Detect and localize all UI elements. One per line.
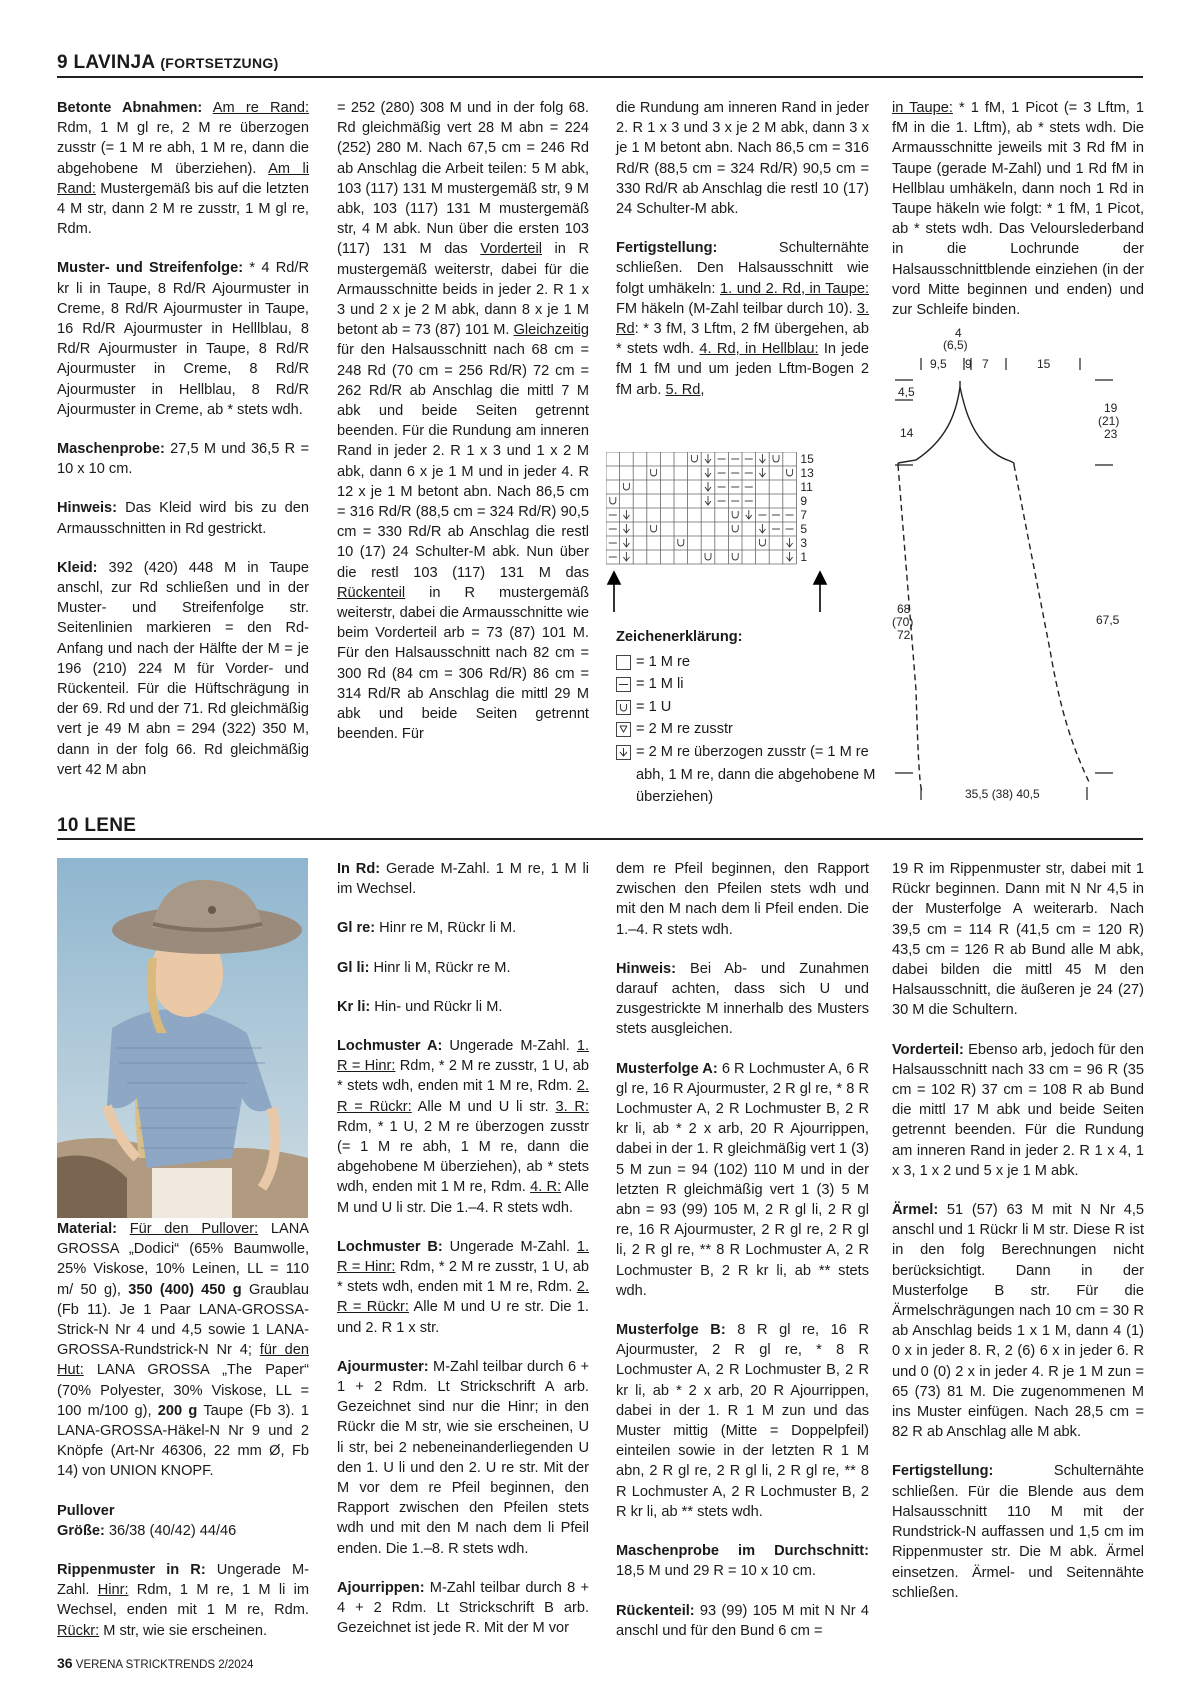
chart-row-label: 3	[800, 536, 808, 550]
ssk-symbol-icon	[616, 745, 631, 760]
paragraph: Muster- und Streifenfolge: * 4 Rd/R kr li in Taupe, 8 Rd/R Ajourmuster in Creme, 8 Rd/R Ajourmuster in Taupe, 16 Rd/R Ajourmuster in Helllblau, 8 Rd/R Ajourmuster in Taupe, 8 Rd/R Ajourmuster in Creme, 8 Rd/R Ajourmuster in Hellblau, 8 Rd/R Ajourmuster in Creme, ab * stets wdh.	[57, 260, 309, 418]
legend-yarnover: = 1 U	[616, 696, 876, 719]
paragraph: Ärmel: 51 (57) 63 M mit N Nr 4,5 anschl und 1 Rückr li M str. Diese R ist in den folg Berechnungen nicht berücksichtigt. Dann in der Musterfolge B str. Für die Ärmelschrägungen nach 10 cm = 30 R ab Anschlag beids 1 x 1 M, dann 4 (1) 0 x in jeder 8. R, 2 (6) 6 x in jeder 6. R und 0 (0) 2 x in jeder 4. R je 1 M zun = 65 (73) 81 M. Die zugenommenen M ins Muster einfügen. Nach 28,5 cm = 82 R ab Anschlag alle M abk.	[892, 1202, 1144, 1441]
paragraph: Musterfolge B: 8 R gl re, 16 R Ajourmuster, 2 R gl re, * 8 R Lochmuster A, 2 R Lochmuster B, 2 R kr li, ab * 2 x arb, 20 R Ajourrippen, dabei in der 1. R 1 M zun und das Muster mittig (Mitte = Doppelpfeil) einteilen sowie in der letzten R 1 M abn, 2 R gl re, 2 R gl li, 2 R gl re, ** 8 R Lochmuster A, 2 R Lochmuster B, 2 R kr li, ab ** stets wdh.	[616, 1322, 869, 1520]
label-top-6-5: (6,5)	[943, 338, 968, 352]
paragraph: Ajourrippen: M-Zahl teilbar durch 8 + 4 + 2 Rdm. Lt Strickschrift B arb. Gezeichnet ist jede R. Mit der M vor	[337, 1579, 589, 1637]
label-right-23: 23	[1104, 427, 1118, 441]
section-title-lene: 10 LENE	[57, 815, 137, 836]
label-right-21: (21)	[1098, 414, 1120, 428]
chart-row-label: 1	[800, 550, 808, 564]
paragraph: Größe: 36/38 (40/42) 44/46	[57, 1522, 237, 1539]
chart-row-label: 13	[800, 466, 814, 480]
lene-column-4	[892, 859, 1144, 1622]
garment-schematic	[886, 320, 1148, 805]
chart-row-label: 15	[800, 452, 814, 466]
paragraph: 19 R im Rippenmuster str, dabei mit 1 Rückr beginnen. Dann mit N Nr 4,5 in der Musterfolge A weiterarb. Nach 39,5 cm = 114 R (41,5 cm = 120 R) 43,5 cm = 126 R ab Bund alle M abk, dabei bilden die mittl 45 M den Halsausschnitt, die äußeren je 24 (27) 30 M die Schultern.	[892, 861, 1144, 1019]
legend-ssk: = 2 M re überzogen zusstr (= 1 M re abh, 1 M re, dann die abgehobene M überziehen)	[616, 741, 876, 809]
paragraph: Gl re: Hinr re M, Rückr li M.	[337, 920, 517, 937]
label-top-9: 9	[965, 357, 972, 371]
repeat-arrows	[608, 572, 826, 612]
paragraph: Maschenprobe: 27,5 M und 36,5 R = 10 x 10 cm.	[57, 441, 309, 478]
paragraph: Maschenprobe im Durchschnitt: 18,5 M und 29 R = 10 x 10 cm.	[616, 1543, 869, 1580]
paragraph: In Rd: Gerade M-Zahl. 1 M re, 1 M li im Wechsel.	[337, 861, 589, 898]
paragraph: Gl li: Hinr li M, Rückr re M.	[337, 959, 511, 976]
paragraph: die Rundung am inneren Rand in jeder 2. R 1 x 3 und 3 x je 2 M abk, dann 3 x je 1 M betont abn. Nach 86,5 cm = 316 Rd/R (88,5 cm = 324 Rd/R) 90,5 cm = 330 Rd/R ab Anschlag die restl 10 (17) 24 Schulter-M abk.	[616, 100, 869, 218]
chart-row-label: 9	[800, 494, 808, 508]
paragraph: Ajourmuster: M-Zahl teilbar durch 6 + 1 + 2 Rdm. Lt Strickschrift A arb. Gezeichnet sind nur die Hinr; in den Rückr die M str, wie sie erscheinen, U li str, bei 2 nebeneinanderliegenden U den 1. U li und den 2. U re str. Mit der M vor dem re Pfeil beginnen, den Rapport zwischen den Pfeilen stets wdh und mit den M nach dem li Pfeil enden. Die 1.–8. R stets wdh.	[337, 1358, 589, 1557]
paragraph: Fertigstellung: Schulternähte schließen. Für die Blende aus dem Halsausschnitt 110 M mit der Rundstrick-N auffassen und 1,5 cm im Rippenmuster str. Die M abk. Ärmel einsetzen. Ärmel- und Seitennähte schließen.	[892, 1463, 1144, 1601]
paragraph: Musterfolge A: 6 R Lochmuster A, 6 R gl re, 16 R Ajourmuster, 2 R gl re, * 8 R Lochmuster A, 2 R Lochmuster B, 2 R kr li, ab * 2 x arb, 20 R Ajourrippen, dabei in der 1. R gleichmäßig vert 1 (3) 5 M zun = 94 (102) 110 M und in der letzten R gleichmäßig vert 1 (3) 5 M abn = 93 (99) 105 M, 2 R gl li, 2 R gl re, 16 R Ajourmuster, 2 R gl re, 2 R gl li, 2 R gl re, ** 8 R Lochmuster A, 2 R Lochmuster B, 2 R kr li, ab ** stets wdh.	[616, 1060, 869, 1299]
paragraph: Fertigstellung: Schulternähte schließen. Den Halsausschnitt wie folgt umhäkeln: 1. und 2. Rd, in Taupe: FM häkeln (M-Zahl teilbar durch 10). 3. Rd: * 3 fM, 3 Lftm, 2 fM übergehen, ab * stets wdh. 4. Rd, in Hellblau: In jede fM 1 fM und um jeden Lftm-Bogen 2 fM arb. 5. Rd,	[616, 240, 869, 398]
paragraph: Kr li: Hin- und Rückr li M.	[337, 998, 503, 1015]
paragraph: Rückenteil: 93 (99) 105 M mit N Nr 4 anschl und für den Bund 6 cm =	[616, 1602, 869, 1639]
lene-column-3	[616, 859, 869, 1660]
paragraph: Pullover	[57, 1502, 115, 1519]
paragraph: Vorderteil: Ebenso arb, jedoch für den Halsausschnitt nach 33 cm = 96 R (35 cm = 102 R) 37 cm = 108 R ab Bund die mittl 17 M abk und beide Seiten getrennt beenden. Für die Rundung am inneren Rand in jeder 2. R 1 x 4, 1 x 3, 1 x 2 und 5 x je 1 M abk.	[892, 1041, 1144, 1179]
lavinja-column-2	[337, 98, 589, 764]
magazine-name: VERENA STRICKTRENDS 2/2024	[75, 1659, 254, 1671]
lavinja-column-3	[616, 98, 869, 419]
label-left-14: 14	[900, 426, 914, 440]
paragraph: dem re Pfeil beginnen, den Rapport zwischen den Pfeilen stets wdh und mit den M nach dem li Pfeil enden. Die 1.–4. R stets wdh.	[616, 861, 869, 938]
paragraph: in Taupe: * 1 fM, 1 Picot (= 3 Lftm, 1 fM in die 1. Lftm), ab * stets wdh. Die Armausschnitte jeweils mit 3 Rd fM in Taupe (gerade M-Zahl) und 1 Rd fM in Hellblau umhäkeln, dann noch 1 Rd in Taupe häkeln wie folgt: * 1 fM, 1 Picot, ab * stets wdh. Das Velourslederband in die Lochrunde der Halsausschnittblende einziehen (in der vord Mitte beginnen und enden) und zur Schleife binden.	[892, 100, 1144, 319]
chart-row-label: 7	[800, 508, 808, 522]
page-footer	[57, 1655, 253, 1671]
label-top-4: 4	[955, 326, 962, 340]
lene-column-2	[337, 859, 589, 1658]
paragraph: Lochmuster B: Ungerade M-Zahl. 1. R = Hinr: Rdm, * 2 M re zusstr, 1 U, ab * stets wdh, enden mit 1 M re, Rdm. 2. R = Rückr: Alle M und U re str. Die 1. und 2. R 1 x str.	[337, 1238, 590, 1336]
paragraph: = 252 (280) 308 M und in der folg 68. Rd gleichmäßig vert 28 M abn = 224 (252) 280 M. Nach 67,5 cm = 246 Rd ab Anschlag die Arbeit teilen: 5 M abk, 103 (117) 131 M mustergemäß str, 9 M abk, 103 (117) 131 M mustergemäß str, 4 M abk. Nun über die ersten 103 (117) 131 M das Vorderteil in R mustergemäß weiterstr, dabei für die Armausschnitte beids in jeder 2. R 1 x 3 und 2 x je 2 M abk, dann 8 x je 1 M betont ab = 73 (87) 101 M. Gleichzeitig für den Halsausschnitt nach 68 cm = 248 Rd (70 cm = 256 Rd/R) 72 cm = 262 Rd/R ab Anschlag die mittl 7 M abk und beide Seiten getrennt beenden. Für die Rundung am inneren Rand in jeder 2. R 1 x 3 und 1 x 2 M abk, dann 6 x je 1 M und in jeder 4. R 12 x je 1 M betont abn. Nach 86,5 cm = 316 Rd/R (88,5 cm = 324 Rd/R) 90,5 cm = 330 Rd/R ab Anschlag die restl 10 (17) 24 Schulter-M abk. Nun über die restl 103 (117) 131 M das Rückenteil in R mustergemäß weiterstr, dabei die Armausschnitte wie beim Vorderteil arb = 73 (87) 101 M. Für den Halsausschnitt nach 82 cm = 300 Rd (84 cm = 306 Rd/R) 86 cm = 314 Rd/R ab Anschlag die mittl 29 M abk und beide Seiten getrennt beenden. Für	[337, 100, 589, 743]
section-rule	[57, 838, 1143, 840]
label-right-19: 19	[1104, 401, 1118, 415]
label-bottom-width: 35,5 (38) 40,5	[965, 787, 1040, 801]
label-top-9-5: 9,5	[930, 357, 947, 371]
lene-column-1	[57, 1219, 309, 1660]
section-title-lavinja: 9 LAVINJA (FORTSETZUNG)	[57, 52, 279, 73]
paragraph: Kleid: 392 (420) 448 M in Taupe anschl, zur Rd schließen und in der Muster- und Streifenfolge str. Seitenlinien markieren = den Rd-Anfang und nach der Hälfte der M = je 196 (210) 224 M für Vorder- und Rückenteil. Für die Hüftschrägung in der 69. Rd und der 71. Rd gleichmäßig vert je 49 M abn = 294 (322) 350 M, dann in der folg 66. Rd gleichmäßig vert 42 M abn	[57, 559, 309, 778]
purl-symbol-icon	[616, 677, 631, 692]
paragraph: Hinweis: Bei Ab- und Zunahmen darauf achten, dass sich U und zusgestrickte M innerhalb des Musters stets ausgleichen.	[616, 960, 869, 1038]
paragraph: Material: Für den Pullover: LANA GROSSA „Dodici“ (65% Baumwolle, 25% Viskose, 10% Leinen, LL = 110 m/ 50 g), 350 (400) 450 g Graublau (Fb 11). Je 1 Paar LANA-GROSSA-Strick-N Nr 4 und 4,5 sowie 1 LANA-GROSSA-Rundstrick-N Nr 4; für den Hut: LANA GROSSA „The Paper“ (70% Polyester, 30% Viskose, LL = 100 m/100 g), 200 g Taupe (Fb 3). 1 LANA-GROSSA-Häkel-N Nr 9 und 2 Knöpfe (Art-Nr 46306, 22 mm Ø, Fb 14) von UNION KNOPF.	[57, 1221, 309, 1480]
k2tog-symbol-icon	[616, 722, 631, 737]
header-rule	[57, 76, 1143, 78]
paragraph: Rippenmuster in R: Ungerade M-Zahl. Hinr: Rdm, 1 M re, 1 M li im Wechsel, enden mit 1 M re, Rdm. Rückr: M str, wie sie erscheinen.	[57, 1562, 310, 1639]
paragraph: Hinweis: Das Kleid wird bis zu den Armausschnitten in Rd gestrickt.	[57, 500, 309, 537]
knitting-chart	[606, 452, 846, 617]
label-left-72: 72	[897, 628, 911, 642]
legend-purl: = 1 M li	[616, 673, 876, 696]
knit-symbol-icon	[616, 655, 631, 670]
chart-legend	[616, 626, 876, 809]
paragraph: Betonte Abnahmen: Am re Rand: Rdm, 1 M gl re, 2 M re überzogen zusstr (= 1 M re abh, 1 M re, dann die abgehobene M überziehen). Am li Rand: Mustergemäß bis auf die letzten 4 M str, dann 2 M re zusstr, 1 M gl re, Rdm.	[57, 100, 309, 238]
page-number: 36	[57, 1655, 73, 1671]
paragraph: Lochmuster A: Ungerade M-Zahl. 1. R = Hinr: Rdm, * 2 M re zusstr, 1 U, ab * stets wdh, enden mit 1 M re, Rdm. 2. R = Rückr: Alle M und U li str. 3. R: Rdm, * 1 U, 2 M re überzogen zusstr (= 1 M re abh, 1 M re, dann die abgehobene M überziehen), ab * stets wdh, enden mit 1 M re, Rdm. 4. R: Alle M und U li str. Die 1.–4. R stets wdh.	[337, 1038, 590, 1216]
legend-knit: = 1 M re	[616, 651, 876, 674]
label-left-70: (70)	[892, 615, 914, 629]
label-top-7: 7	[982, 357, 989, 371]
model-photo	[57, 858, 308, 1218]
schematic-outline	[898, 381, 1089, 790]
chart-row-label: 11	[800, 480, 813, 494]
lavinja-column-4	[892, 98, 1144, 339]
lavinja-column-1	[57, 98, 309, 799]
legend-k2tog: = 2 M re zusstr	[616, 718, 876, 741]
label-left-4-5: 4,5	[898, 385, 915, 399]
chart-row-label: 5	[800, 522, 808, 536]
legend-title: Zeichenerklärung:	[616, 629, 743, 645]
label-top-15: 15	[1037, 357, 1051, 371]
label-right-67-5: 67,5	[1096, 613, 1120, 627]
yarnover-symbol-icon	[616, 700, 631, 715]
label-left-68: 68	[897, 602, 911, 616]
